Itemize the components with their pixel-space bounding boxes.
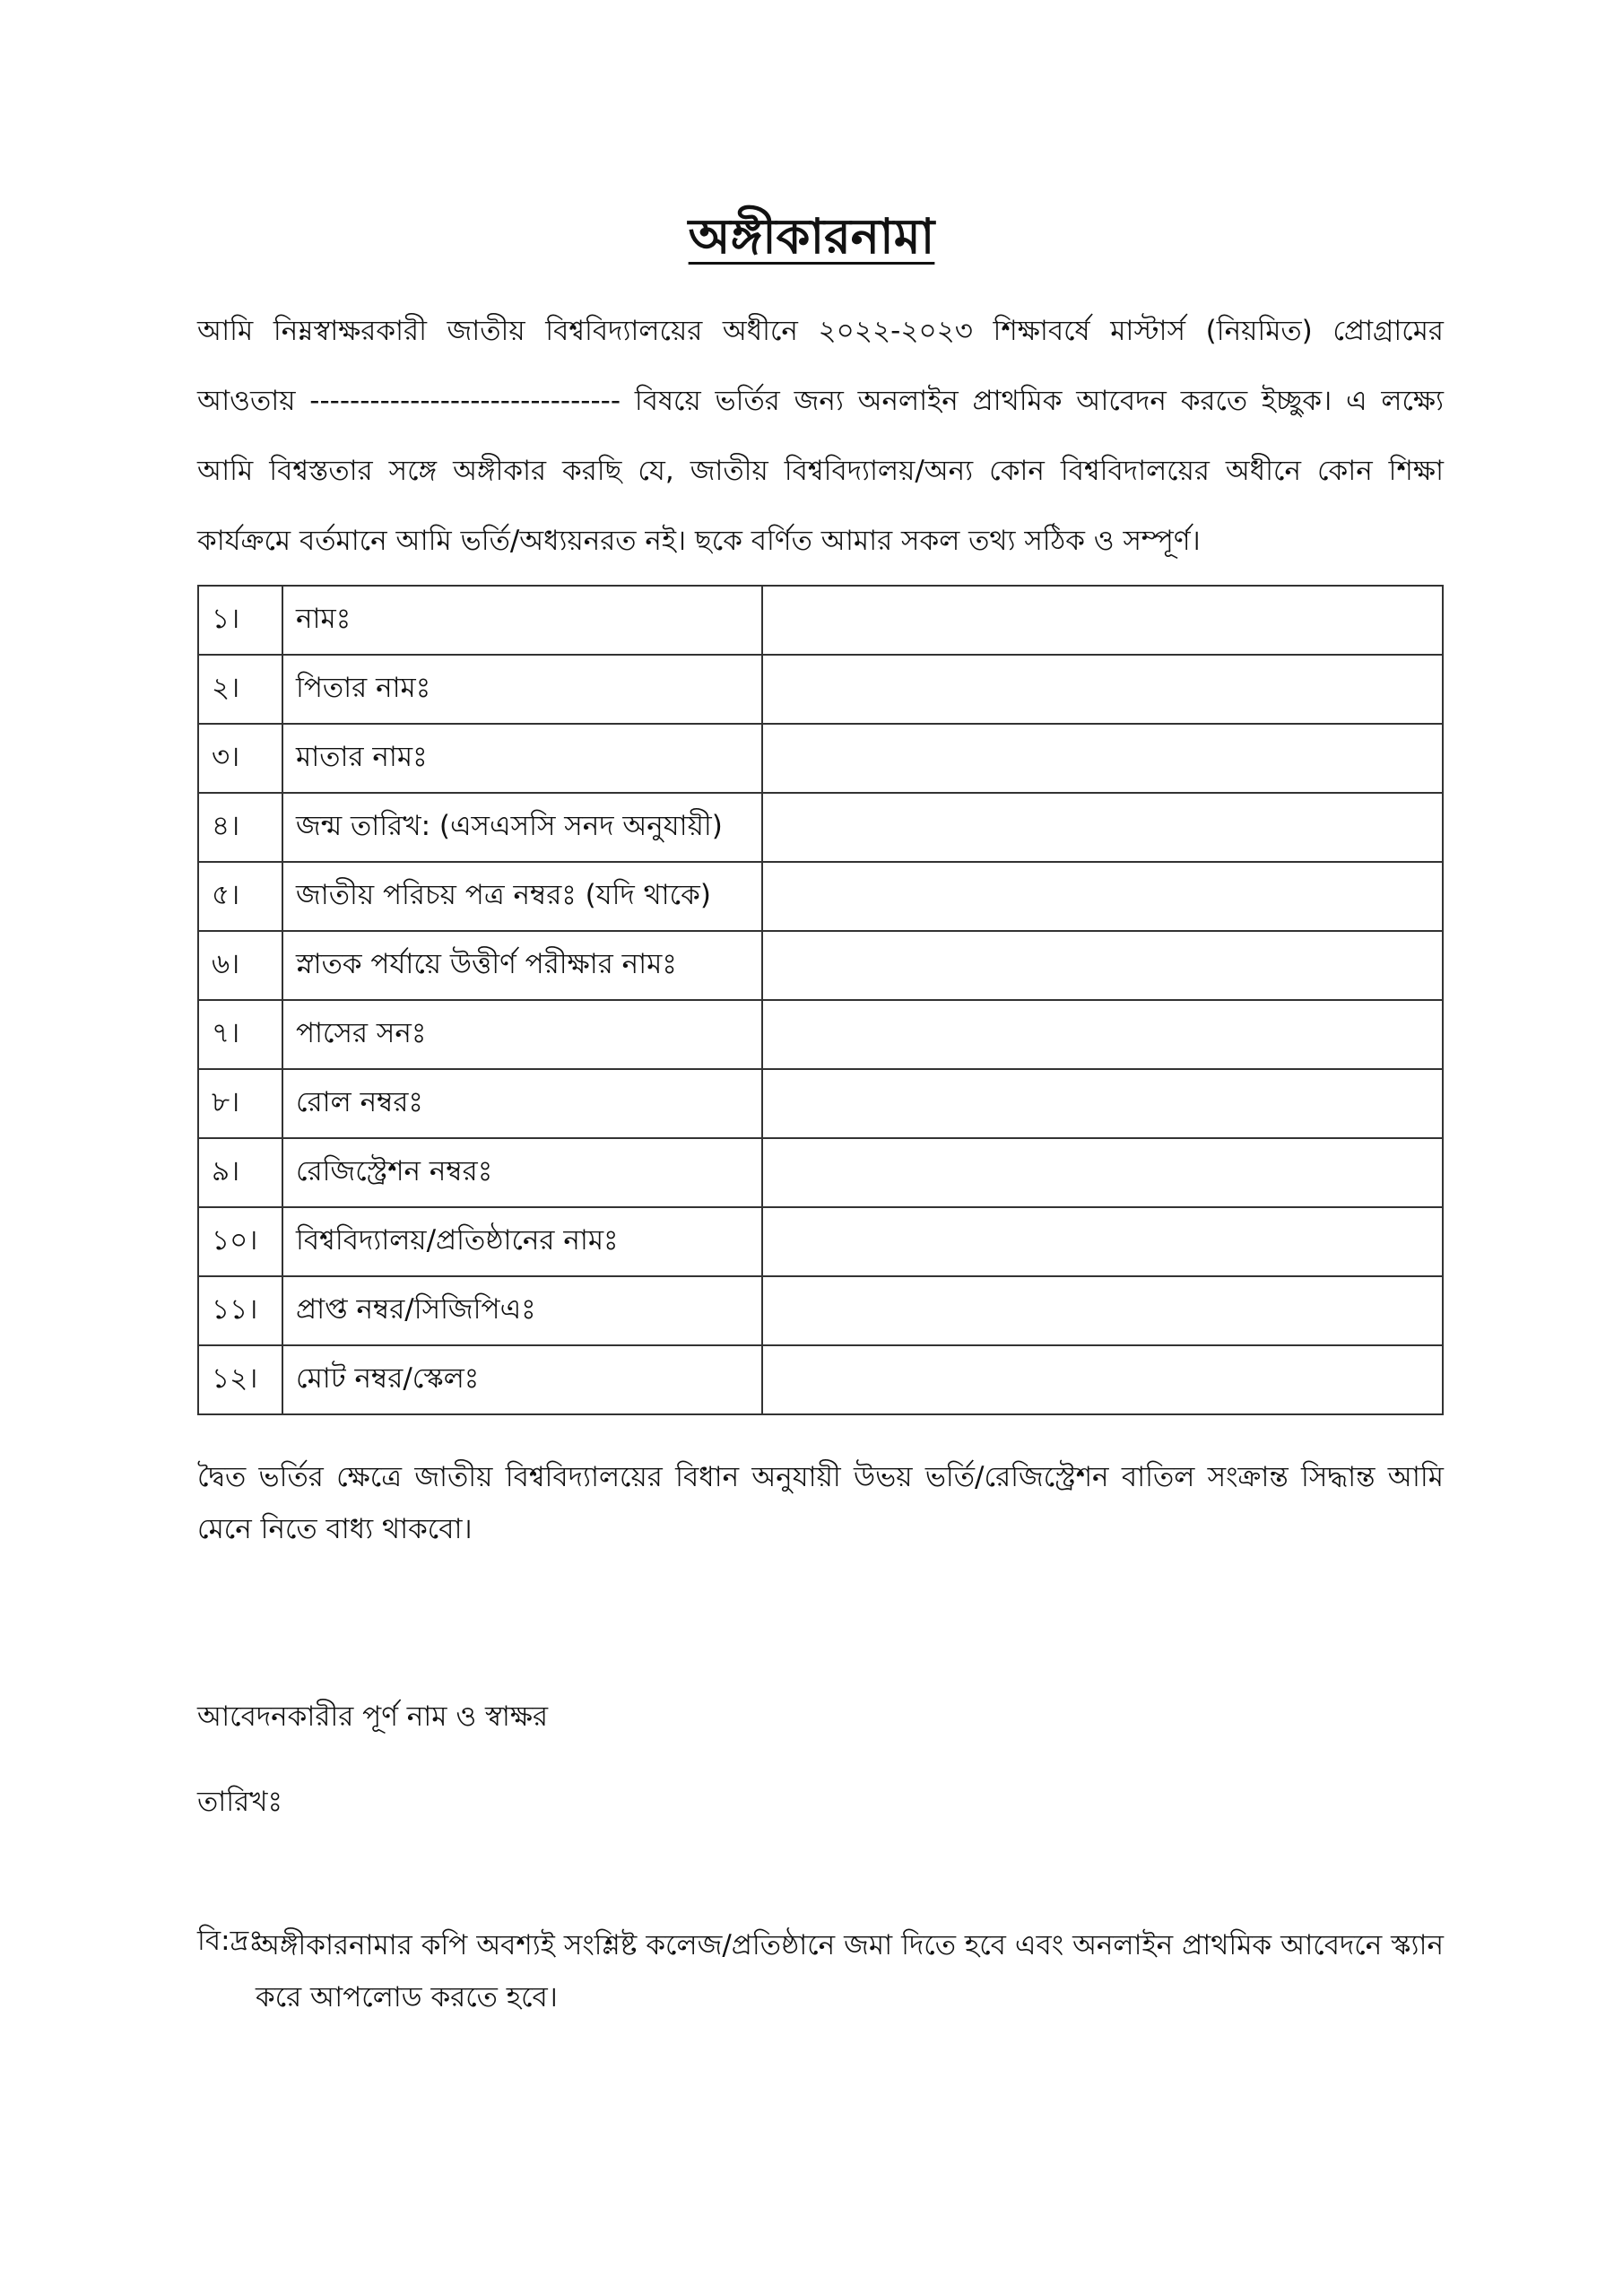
table-row (198, 586, 1443, 655)
row-number: ২। (198, 655, 282, 724)
intro-paragraph: আমি নিম্নস্বাক্ষরকারী জাতীয় বিশ্ববিদ্যালয়ের অধীনে ২০২২-২০২৩ শিক্ষাবর্ষে মাস্টার্স (নিয়মিত) প্রোগ্রামের আওতায় ------------------------------- বিষয়ে ভর্তির জন্য অনলাইন প্রাথমিক আবেদন করতে ইচ্ছুক। এ লক্ষ্যে আমি বিশ্বস্ততার সঙ্গে অঙ্গীকার করছি যে, জাতীয় বিশ্ববিদ্যালয়/অন্য কোন বিশ্ববিদালয়ের অধীনে কোন শিক্ষা কার্যক্রমে বর্তমানে আমি ভর্তি/অধ্যয়নরত নই। ছকে বর্ণিত আমার সকল তথ্য সঠিক ও সম্পূর্ণ। (197, 315, 1444, 557)
row-label: রেজিস্ট্রেশন নম্বরঃ (282, 1138, 762, 1207)
row-value-field[interactable] (762, 724, 1443, 793)
row-value-field[interactable] (762, 586, 1443, 655)
row-number: ১০। (198, 1207, 282, 1276)
row-number: ৫। (198, 862, 282, 931)
row-value-field[interactable] (762, 931, 1443, 1000)
row-number: ১। (198, 586, 282, 655)
signature-label: আবেদনকারীর পূর্ণ নাম ও স্বাক্ষর (197, 1700, 549, 1733)
table-row (198, 724, 1443, 793)
row-number: ১১। (198, 1276, 282, 1345)
row-number: ৬। (198, 931, 282, 1000)
row-label: মাতার নামঃ (282, 724, 762, 793)
row-number: ৯। (198, 1138, 282, 1207)
row-label: জন্ম তারিখ: (এসএসসি সনদ অনুযায়ী) (282, 793, 762, 862)
table-row (198, 1276, 1443, 1345)
row-value-field[interactable] (762, 862, 1443, 931)
table-row (198, 1345, 1443, 1414)
note-text: অঙ্গীকারনামার কপি অবশ্যই সংশ্লিষ্ট কলেজ/প্রতিষ্ঠানে জমা দিতে হবে এবং অনলাইন প্রাথমিক আবেদনে স্ক্যান করে আপলোড করতে হবে। (256, 1929, 1444, 2013)
row-number: ৪। (198, 793, 282, 862)
row-value-field[interactable] (762, 1345, 1443, 1414)
table-row (198, 793, 1443, 862)
row-value-field[interactable] (762, 655, 1443, 724)
row-label: রোল নম্বরঃ (282, 1069, 762, 1138)
note-label: বি:দ্রঃ (197, 1925, 264, 1957)
document-title-text: অঙ্গীকারনামা (688, 208, 935, 265)
row-number: ৩। (198, 724, 282, 793)
table-row (198, 862, 1443, 931)
row-value-field[interactable] (762, 1000, 1443, 1069)
table-row (198, 1069, 1443, 1138)
row-label: স্নাতক পর্যায়ে উত্তীর্ণ পরীক্ষার নামঃ (282, 931, 762, 1000)
row-value-field[interactable] (762, 1207, 1443, 1276)
row-number: ৮। (198, 1069, 282, 1138)
row-label: পিতার নামঃ (282, 655, 762, 724)
dual-admission-paragraph: দ্বৈত ভর্তির ক্ষেত্রে জাতীয় বিশ্ববিদ্যালয়ের বিধান অনুযায়ী উভয় ভর্তি/রেজিস্ট্রেশন বাতিল সংক্রান্ত সিদ্ধান্ত আমি মেনে নিতে বাধ্য থাকবো। (197, 1461, 1444, 1545)
row-value-field[interactable] (762, 1276, 1443, 1345)
row-label: বিশ্ববিদ্যালয়/প্রতিষ্ঠানের নামঃ (282, 1207, 762, 1276)
table-row (198, 931, 1443, 1000)
row-value-field[interactable] (762, 1069, 1443, 1138)
row-label: মোট নম্বর/স্কেলঃ (282, 1345, 762, 1414)
row-number: ১২। (198, 1345, 282, 1414)
row-label: পাসের সনঃ (282, 1000, 762, 1069)
document-title (0, 199, 1623, 280)
row-value-field[interactable] (762, 1138, 1443, 1207)
row-number: ৭। (198, 1000, 282, 1069)
table-row (198, 1138, 1443, 1207)
row-label: প্রাপ্ত নম্বর/সিজিপিএঃ (282, 1276, 762, 1345)
table-row (198, 1207, 1443, 1276)
table-row (198, 655, 1443, 724)
row-value-field[interactable] (762, 793, 1443, 862)
table-row (198, 1000, 1443, 1069)
row-label: নামঃ (282, 586, 762, 655)
info-table (197, 585, 1444, 1415)
date-label: তারিখঃ (197, 1786, 283, 1818)
row-label: জাতীয় পরিচয় পত্র নম্বরঃ (যদি থাকে) (282, 862, 762, 931)
